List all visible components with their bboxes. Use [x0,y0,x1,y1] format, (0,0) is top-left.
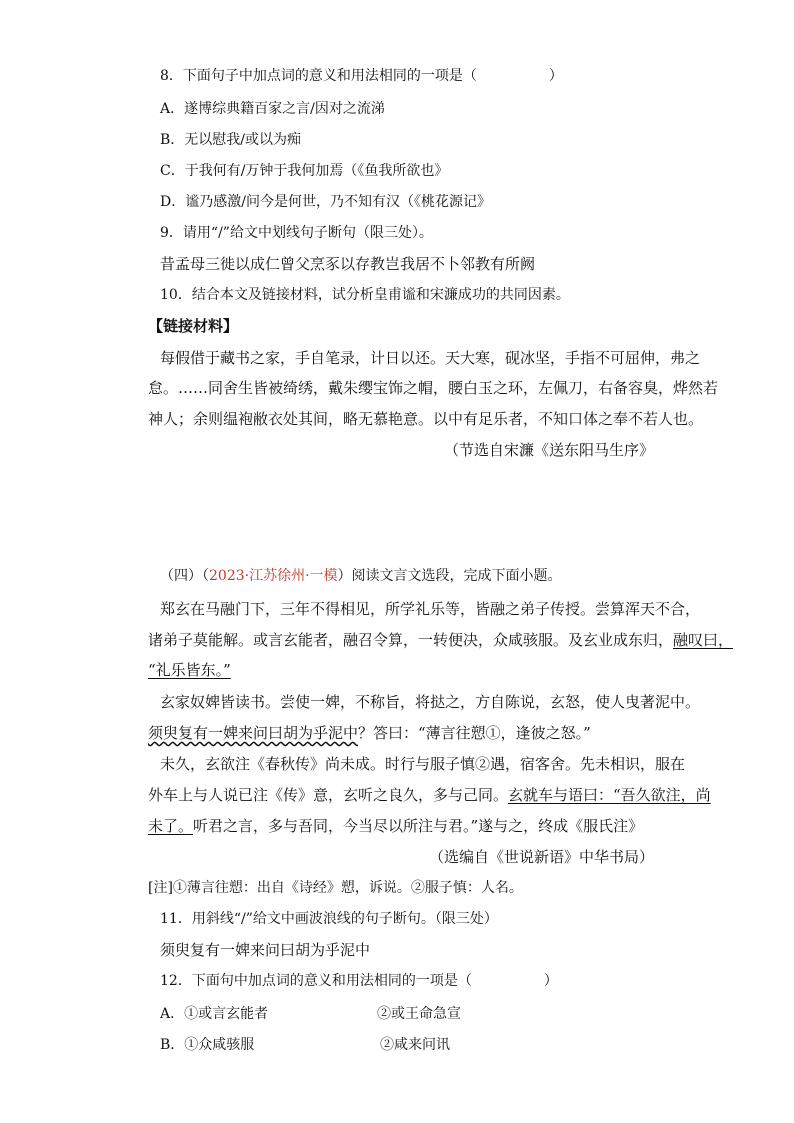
q9-stem: 9．请用“/”给文中划线句子断句（限三处）。 [160,225,433,241]
link-source: （节选自宋濂《送东阳马生序》 [443,441,654,459]
q8-stem [160,66,563,86]
passage-text: 听君之言，多与吾同，今当尽以所注与君。”遂与之，终成《服氏注》 [193,817,644,835]
passage-text: ？答曰：“薄言往愬①，逢彼之怒。” [358,724,591,742]
q10-stem: 10．结合本文及链接材料，试分析皇甫谧和宋濂成功的共同因素。 [160,287,570,303]
annotation-note: [注]①薄言往愬：出自《诗经》愬，诉说。②服子慎：人名。 [148,880,523,896]
q8-option-a: A．遂博综典籍百家之言/因对之流涕 [160,101,385,117]
section4-prefix: （四）（ [160,568,209,584]
q12-option-b-part2: ②咸来问讯 [380,1037,450,1053]
source-tag: 2023·江苏徐州·一模 [209,568,338,584]
q12-option-a [160,1004,461,1024]
q12-option-b [160,1035,450,1055]
q11-stem: 11．用斜线“/”给文中画波浪线的句子断句。（限三处） [160,911,498,927]
q9-sentence: 昔孟母三徙以成仁曾父烹豕以存教岂我居不卜邻教有所阙 [160,255,536,273]
passage-p1-line3: “礼乐皆东。” [148,661,231,679]
underlined-text: 未了。 [148,817,194,835]
q8-option-b: B．无以慰我/或以为痴 [160,132,302,148]
q8-close: ） [548,68,563,84]
passage-p1-line1: 郑玄在马融门下，三年不得相见，所学礼乐等，皆融之弟子传授。尝算浑天不合， [160,600,701,618]
q11-sentence: 须臾复有一婢来问曰胡为乎泥中 [160,941,371,959]
section4-heading [160,566,562,586]
underlined-text: 融叹曰， [673,631,734,649]
passage-p3-line1: 未久，玄欲注《春秋传》尚未成。时行与服子慎②遇，宿客舍。先未相识，服在 [160,755,686,773]
passage-p2-line2 [148,723,591,743]
passage-p3-line3 [148,816,643,836]
q12-option-a-part2: ②或王命急宣 [377,1006,461,1022]
link-paragraph-line2: 怠。……同舍生皆被绮绣，戴朱缨宝饰之帽，腰白玉之环，左佩刀，右备容臭，烨然若 [148,379,719,397]
passage-p1-line2 [148,630,733,650]
q12-option-a-part1: A．①或言玄能者 [160,1006,269,1022]
link-paragraph-line1: 每假借于藏书之家，手自笔录，计日以还。天大寒，砚冰坚，手指不可屈伸，弗之 [160,349,701,367]
q12-option-b-part1: B．①众咸骇服 [160,1037,255,1053]
q12-close: ） [543,973,558,989]
passage-source: （选编自《世说新语》中华书局） [428,848,654,866]
q8-option-d: D．谧乃感激/问今是何世，乃不知有汉（《桃花源记》 [160,194,491,210]
section4-suffix: ）阅读文言文选段，完成下面小题。 [337,568,562,584]
link-paragraph-line3: 神人；余则缊袍敝衣处其间，略无慕艳意。以中有足乐者，不知口体之奉不若人也。 [148,410,704,428]
passage-text: 外车上与人说已注《传》意，玄听之良久，多与己同。 [148,786,509,804]
passage-p2-line1: 玄家奴婢皆读书。尝使一婢，不称旨，将挞之，方自陈说，玄怒，使人曳著泥中。 [160,693,701,711]
underlined-text: 玄就车与语曰：“吾久欲注，尚 [508,786,711,804]
passage-p3-line2 [148,785,711,805]
q12-stem [160,971,558,991]
passage-text: 诸弟子莫能解。或言玄能者，融召令算，一转便决，众咸骇服。及玄业成东归， [148,631,674,649]
wavy-underlined-text: 须臾复有一婢来问曰胡为乎泥中 [148,724,359,742]
q8-stem-text: 8．下面句子中加点词的意义和用法相同的一项是（ [160,68,477,84]
link-title: 【链接材料】 [148,317,239,335]
q12-stem-text: 12．下面句中加点词的意义和用法相同的一项是（ [160,973,472,989]
q8-option-c: C．于我何有/万钟于我何加焉（《鱼我所欲也》 [160,163,449,179]
